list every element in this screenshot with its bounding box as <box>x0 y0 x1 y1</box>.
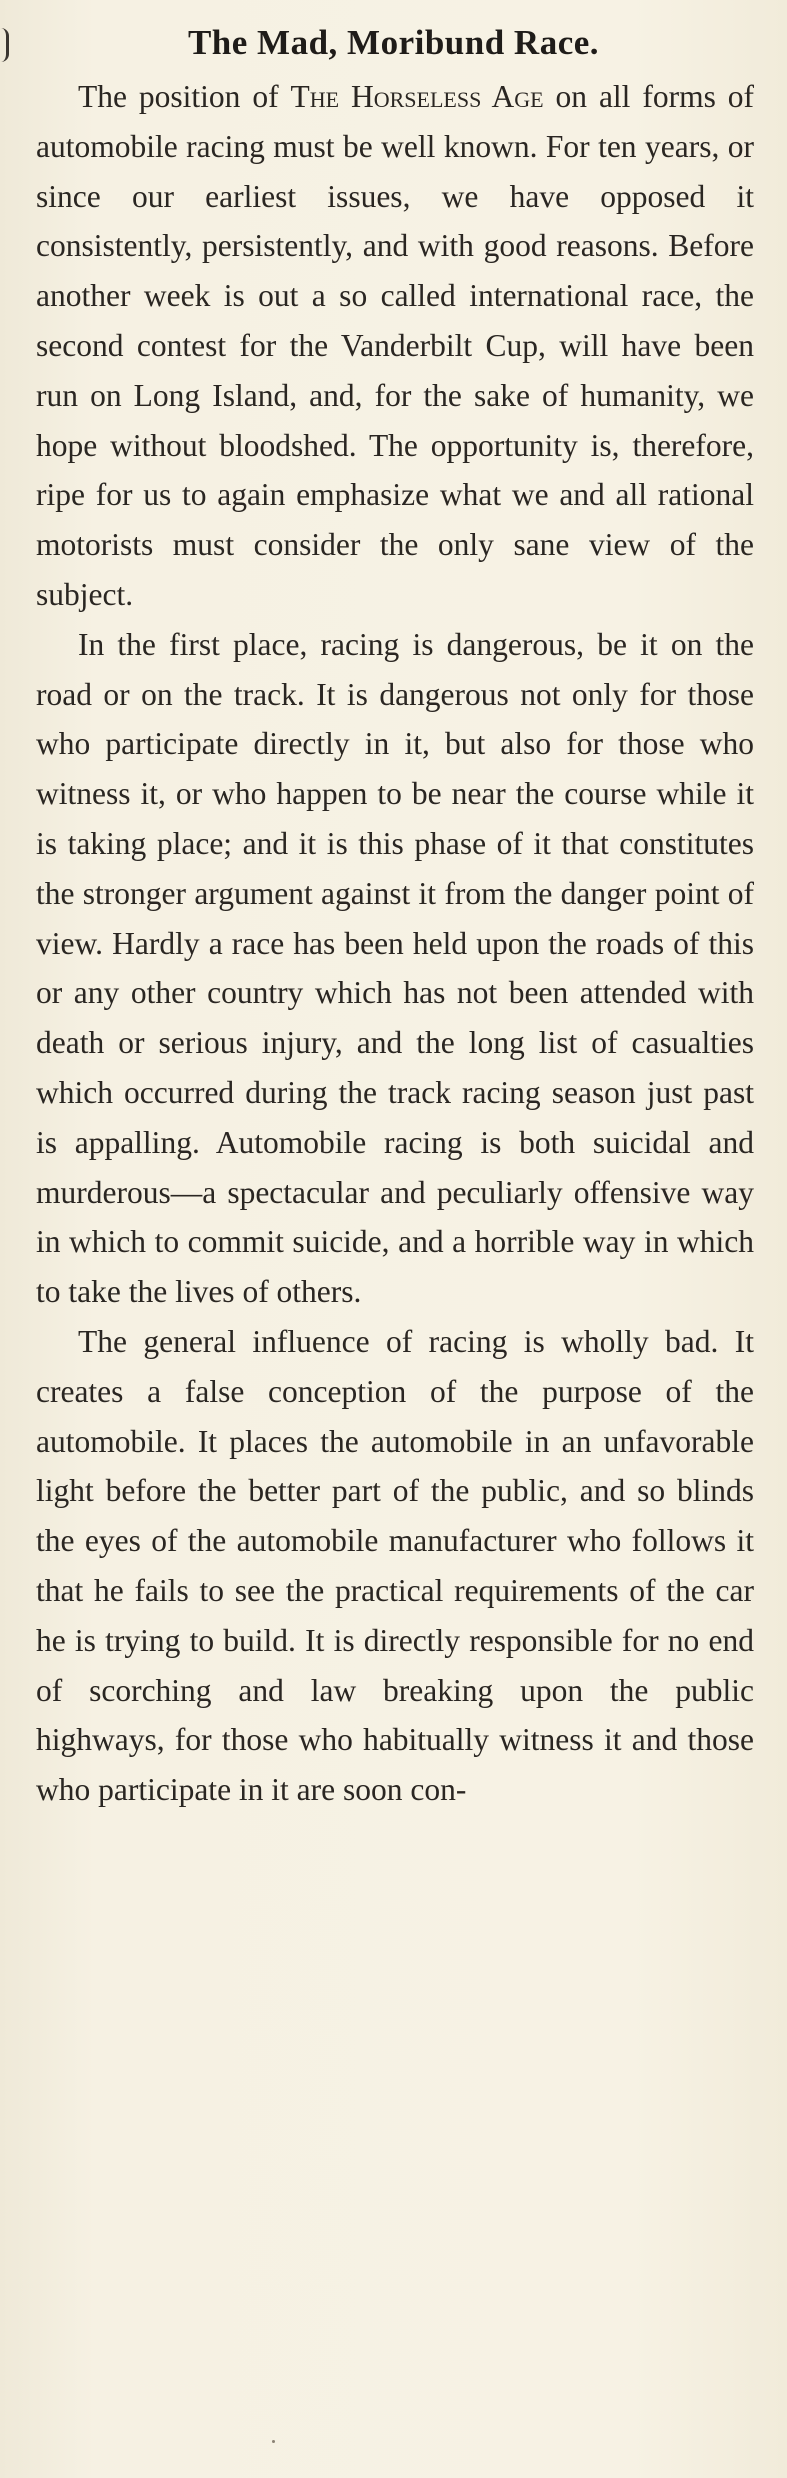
paragraph-3: The general influence of racing is wholly bad. It creates a false conception of the purpose of the automobile. It places the automobile in an unfavorable light before the better part of the public, and so blinds the eyes of the automobile manufacturer who follows it that he fails to see the practical requirements of the car he is trying to build. It is directly responsible for no end of scorching and law breaking upon the public highways, for those who habitually witness it and those who participate in it are soon con- <box>36 1323 754 1808</box>
paragraph-1 <box>36 72 754 620</box>
paragraph-1-lead: The position of <box>78 79 291 114</box>
paragraph-2: In the first place, racing is dangerous, be it on the road or on the track. It is dangerous not only for those who participate directly in it, but also for those who witness it, or who happen to be near the course while it is taking place; and it is this phase of it that constitutes the stronger argument against it from the danger point of view. Hardly a race has been held upon the roads of this or any other country which has not been attended with death or serious injury, and the long list of casualties which occurred during the track racing season just past is appalling. Automobile racing is both suicidal and murderous—a spectacular and peculiarly offensive way in which to commit suicide, and a horrible way in which to take the lives of others. <box>36 626 754 1310</box>
publication-name: The Horseless Age <box>290 79 544 114</box>
paragraph-1-text: on all forms of automobile racing must be well known. For ten years, or since our earliest issues, we have opposed it consistently, persistently, and with good reasons. Before another week is out a so called international race, the second contest for the Vanderbilt Cup, will have been run on Long Island, and, for the sake of humanity, we hope without bloodshed. The opportunity is, therefore, ripe for us to again emphasize what we and all rational motorists must consider the only sane view of the subject. <box>36 79 754 612</box>
print-speck <box>272 2440 275 2443</box>
article-body <box>36 72 754 1815</box>
article-title: The Mad, Moribund Race. <box>187 23 600 62</box>
